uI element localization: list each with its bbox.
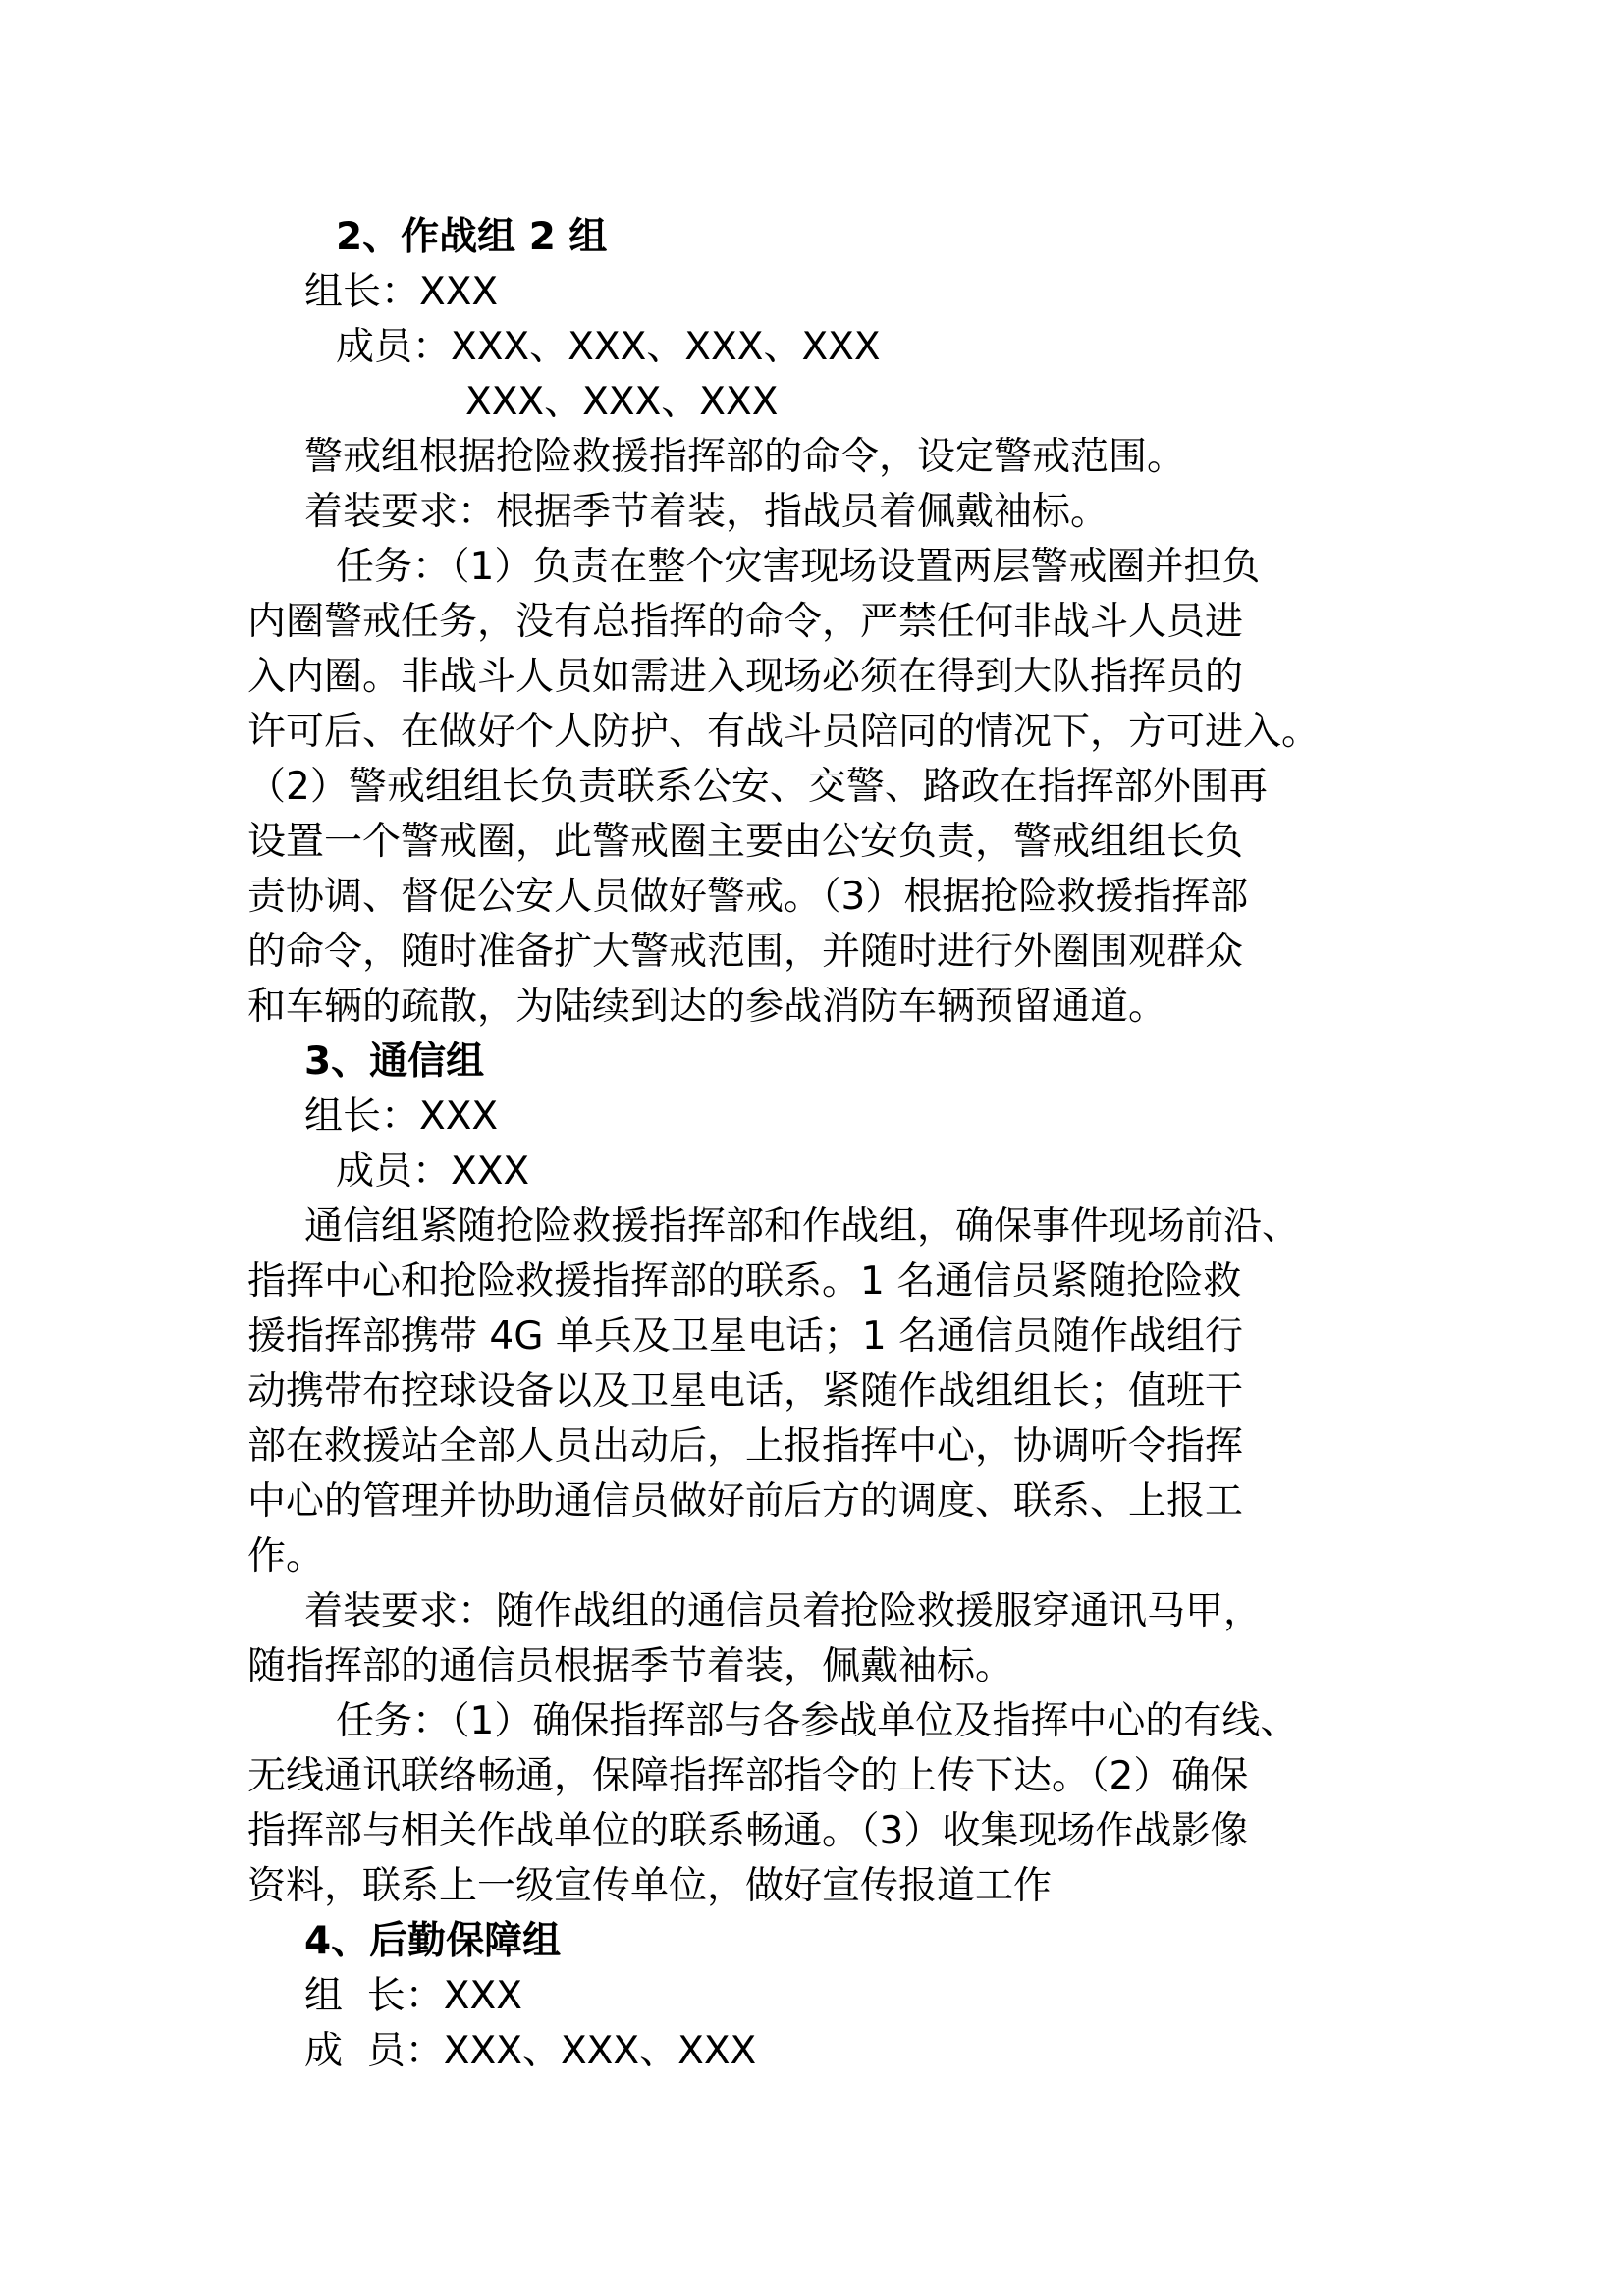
section-heading-combat-group-2: 2、作战组 2 组	[336, 215, 608, 259]
communication-group-desc-line: 部在救援站全部人员出动后，上报指挥中心，协调听令指挥	[247, 1424, 1244, 1468]
communication-group-task-line: 资料，联系上一级宣传单位，做好宣传报道工作	[247, 1864, 1053, 1908]
combat-group-2-task-line: 任务：（1）负责在整个灾害现场设置两层警戒圈并担负	[336, 545, 1261, 589]
combat-group-2-task-line: 的命令，随时准备扩大警戒范围，并随时进行外圈围观群众	[247, 930, 1244, 974]
combat-group-2-task-line: 设置一个警戒圈，此警戒圈主要由公安负责，警戒组组长负	[247, 820, 1244, 864]
combat-group-2-dress-requirement: 着装要求：根据季节着装，指战员着佩戴袖标。	[304, 490, 1110, 534]
combat-group-2-members-line2: XXX、XXX、XXX	[465, 380, 779, 424]
combat-group-2-task-line: 入内圈。非战斗人员如需进入现场必须在得到大队指挥员的	[247, 655, 1244, 699]
combat-group-2-members-line1: 成员：XXX、XXX、XXX、XXX	[336, 325, 881, 369]
combat-group-2-leader: 组长：XXX	[304, 270, 499, 314]
communication-group-desc-line: 指挥中心和抢险救援指挥部的联系。1 名通信员紧随抢险救	[247, 1259, 1242, 1304]
communication-group-dress-line: 着装要求：随作战组的通信员着抢险救援服穿通讯马甲，	[304, 1589, 1263, 1633]
logistics-group-members: 成 员：XXX、XXX、XXX	[304, 2029, 757, 2073]
combat-group-2-task-line: （2）警戒组组长负责联系公安、交警、路政在指挥部外围再	[247, 765, 1268, 809]
communication-group-leader: 组长：XXX	[304, 1095, 499, 1139]
section-heading-communication-group: 3、通信组	[304, 1040, 485, 1084]
combat-group-2-task-line: 内圈警戒任务，没有总指挥的命令，严禁任何非战斗人员进	[247, 600, 1244, 644]
document-content	[247, 210, 1391, 2079]
communication-group-members: 成员：XXX	[336, 1149, 530, 1194]
combat-group-2-task-line: 和车辆的疏散，为陆续到达的参战消防车辆预留通道。	[247, 985, 1167, 1029]
combat-group-2-task-line: 责协调、督促公安人员做好警戒。（3）根据抢险救援指挥部	[247, 875, 1249, 919]
communication-group-desc-line: 援指挥部携带 4G 单兵及卫星电话；1 名通信员随作战组行	[247, 1314, 1244, 1359]
communication-group-desc-line: 作。	[247, 1534, 325, 1578]
combat-group-2-paragraph: 警戒组根据抢险救援指挥部的命令，设定警戒范围。	[304, 435, 1186, 479]
logistics-group-leader: 组 长：XXX	[304, 1974, 522, 2018]
communication-group-task-line: 无线通讯联络畅通，保障指挥部指令的上传下达。（2）确保	[247, 1754, 1249, 1798]
section-heading-logistics-group: 4、后勤保障组	[304, 1919, 562, 1963]
communication-group-task-line: 指挥部与相关作战单位的联系畅通。（3）收集现场作战影像	[247, 1809, 1249, 1853]
communication-group-task-line: 任务：（1）确保指挥部与各参战单位及指挥中心的有线、	[336, 1699, 1299, 1743]
communication-group-dress-line: 随指挥部的通信员根据季节着装，佩戴袖标。	[247, 1644, 1014, 1688]
communication-group-desc-line: 动携带布控球设备以及卫星电话，紧随作战组组长；值班干	[247, 1369, 1244, 1414]
communication-group-desc-line: 通信组紧随抢险救援指挥部和作战组，确保事件现场前沿、	[304, 1204, 1301, 1249]
combat-group-2-task-line: 许可后、在做好个人防护、有战斗员陪同的情况下，方可进入。	[247, 710, 1321, 754]
communication-group-desc-line: 中心的管理并协助通信员做好前后方的调度、联系、上报工	[247, 1479, 1244, 1523]
